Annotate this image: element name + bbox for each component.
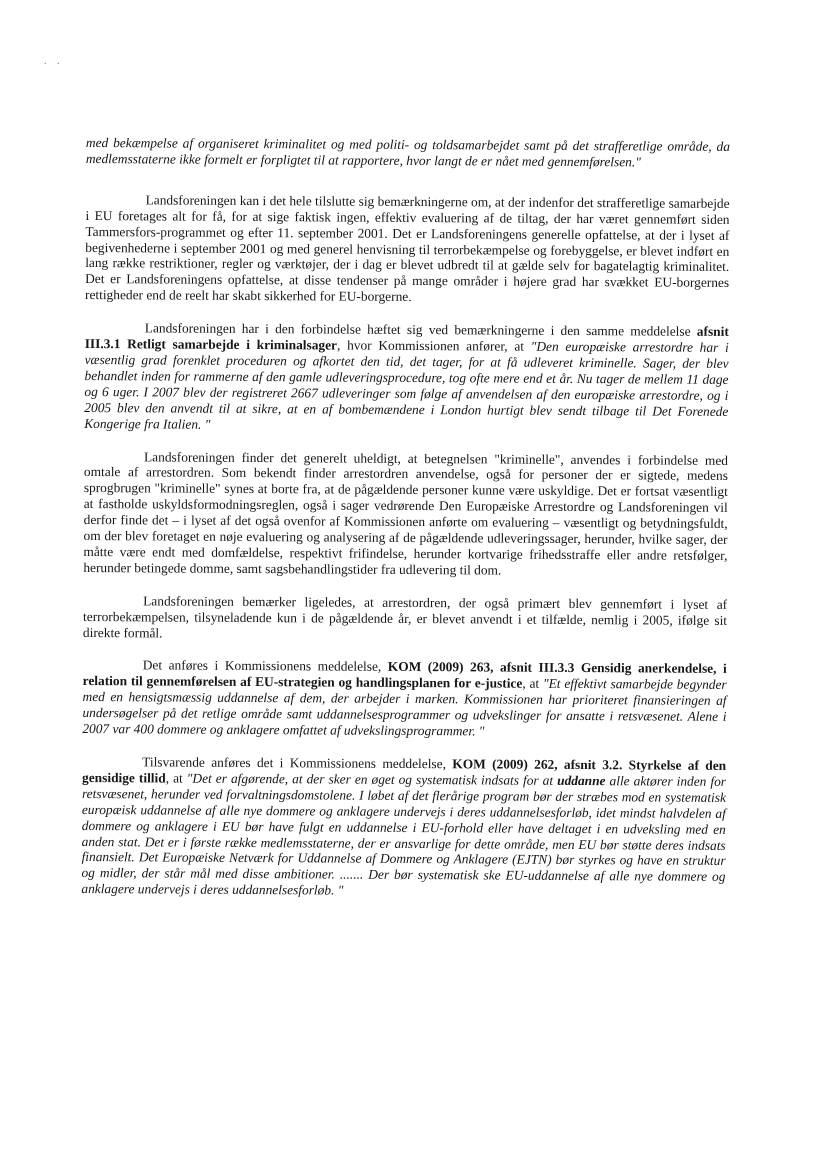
text-run: Landsforeningen bemærker ligeledes, at arrestordren, der også primært blev gennemført i lyset af terrorbekæmpelsen, tilsyneladende kun i de pågældende år, er blevet anvendt i et tilfælde, nemlig i 2005, ifølge sit direkte formål. [82,593,728,641]
text-run: "Et effektivt samarbejde begynder med en hensigtsmæssig uddannelse af dem, der arbejder i marken. Kommissionen har prioriteret finansieringen af undersøgelser på det retlige område samt uddannelsesprogrammer og udvekslinger for ansatte i retsvæsenet. Alene i 2007 var 400 dommere og anklagere omfattet af udvekslingsprogrammer. " [82,676,727,739]
text-run: , at [522,676,544,692]
text-run: alle aktører inden for retsvæsenet, herunder ved forvaltningsdomstolene. I løbet af det flerårige program bør der stræbes mod en systematisk europæisk uddannelse af alle nye dommere og anklagere undervejs i deres uddannelsesforløb, idet mindst halvdelen af dommere og anklagere i EU bør have fulgt en uddannelse i EU-forhold eller have deltaget i en udveksling med en anden stat. Det er i første række medlemsstaterne, der er ansvarlige for dette område, men EU bør støtte deres indsats finansielt. Det Europæiske Netværk for Uddannelse af Dommere og Anklagere (EJTN) bør styrkes og have en struktur og midler, der står mål med disse ambitioner. ....... Der bør systematisk ske EU-uddannelse af alle nye dommere og anklagere undervejs i deres uddannelsesforløb. " [81,773,727,898]
paragraph-section-3-1 [84,320,729,435]
text-run: Det anføres i Kommissionens meddelelse, [142,657,388,675]
text-run: , at [165,770,187,786]
document-body [81,135,730,918]
text-run: Landsforeningen har i den forbindelse hæftet sig ved bemærkningerne i den samme meddelelse [144,320,697,339]
text-run: uddanne [557,772,606,789]
paragraph-kriminelle [83,448,728,579]
text-run: "Det er afgørende, at der sker en øget og systematisk indsats for at [186,770,558,788]
text-run: KOM (2009) 262, afsnit 3.2. Styrkelse af den gensidige tillid [82,756,727,786]
paragraph-quote-continuation [86,135,730,171]
text-run: Landsforeningen finder det generelt uheldigt, at betegnelsen "kriminelle", anvendes i forbindelse med omtale af arrestordren. Som bekendt finder arrestordren anvendelse, også for personer der er sigtede, medens sprogbrugen "kriminelle" synes at borte fra, at de pågældende personer kunne være uskyldige. Det er fortsat væsentligt at fastholde uskyldsformodningsreglen, også i sager vedrørende Den Europæiske Arrestordre og Landsforeningen vil derfor finde det – i lyset af det også ovenfor af Kommissionen anførte om evaluering – væsentligt og betydningsfuldt, om der blev foretaget en nøje evaluering og analysering af de pågældende udleveringssager, herunder, hvilke sager, der måtte være endt med domfældelse, respektivt frifindelse, herunder kortvarige frihedsstraffe eller andre retsfølger, herunder betingede domme, samt sagsbehandlingstider fra udlevering til dom. [83,448,729,578]
paragraph-kom-262 [81,754,726,901]
paragraph-terror [83,593,727,645]
text-run: Landsforeningen kan i det hele tilslutte sig bemærkningerne om, at der indenfor det strafferetlige samarbejde i EU foretages alt for få, for at sige faktisk ingen, effektiv evaluering af de tiltag, der har været gennemført siden Tammersfors-programmet og efter 11. september 2001. Det er Landsforeningens generelle opfattelse, at der i lyset af begivenhederne i september 2001 og med generel henvisning til terrorbekæmpelse og forebyggelse, er blevet indført en lang række restriktioner, regler og værktøjer, der i dag er blevet udbredt til at gælde selv for bagatelagtig kriminalitet. Det er Landsforeningens opfattelse, at disse tendenser på mange områder i højere grad har svækket EU-borgernes rettigheder end de reelt har skabt sikkerhed for EU-borgerne. [84,192,730,305]
text-run: "Den europæiske arrestordre har i væsentlig grad forenklet proceduren og afkortet den tid, det tager, for at få udleveret kriminelle. Sager, der blev behandlet inden for rammerne af den gamle udleveringsprocedure, tog ofte mere end et år. Nu tager de mellem 11 dage og 6 uger. I 2007 blev der registreret 2667 udleveringer som følge af anvendelsen af den europæiske arrestordre, og i 2005 blev den anvendt til at sikre, at en af bombemændene i London hurtigt blev sendt tilbage til Det Forenede Kongerige fra Italien. " [84,338,729,432]
text-run: afsnit III.3.1 Retligt samarbejde i kriminalsager [84,323,729,353]
text-run: , hvor Kommissionen anfører, at [336,337,531,354]
text-run: med bekæmpelse af organiseret kriminalitet og med politi- og toldsamarbejdet samt på det strafferetlige område, da medlemsstaterne ikke formelt er forpligtet til at rapportere, hvor langt de er nået med gennemførelsen." [85,135,730,170]
paragraph-remarks [85,192,730,307]
text-run: Tilsvarende anføres det i Kommissionens meddelelse, [142,754,453,772]
text-run: KOM (2009) 263, afsnit III.3.3 Gensidig anerkendelse, i relation til gennemførelsen af EU-strategien og handlingsplanen for e-justice [82,659,727,692]
paragraph-kom-263 [82,657,726,740]
scan-specks: . . [44,56,64,67]
